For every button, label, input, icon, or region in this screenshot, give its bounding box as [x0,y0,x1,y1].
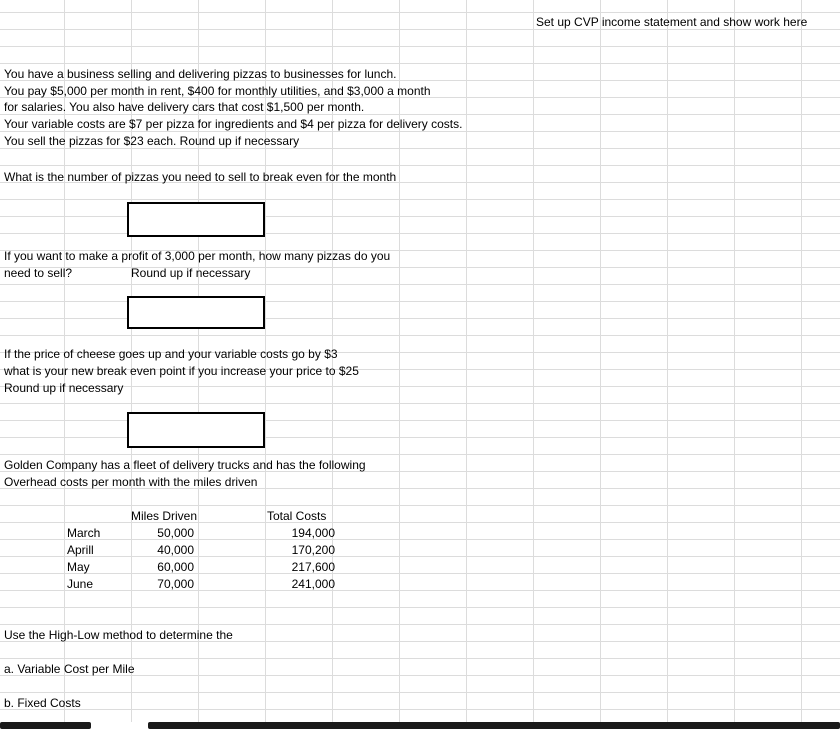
high-low-part-a: a. Variable Cost per Mile [4,662,135,676]
miles-value: 40,000 [157,543,194,557]
problem-line-4: Your variable costs are $7 per pizza for ingredients and $4 per pizza for delivery costs. [4,117,463,131]
golden-line-1: Golden Company has a fleet of delivery trucks and has the following [4,458,366,472]
problem-line-3: for salaries. You also have delivery cars that cost $1,500 per month. [4,100,365,114]
miles-value: 70,000 [157,577,194,591]
problem-line-2: You pay $5,000 per month in rent, $400 for monthly utilities, and $3,000 a month [4,84,431,98]
cost-value: 170,200 [291,543,335,557]
horizontal-scrollbar-thumb[interactable] [148,722,840,729]
month-label: May [67,560,90,574]
question-new-break-even-line-2: what is your new break even point if you increase your price to $25 [4,364,359,378]
round-up-note: Round up if necessary [131,266,251,280]
question-target-profit-line-2: need to sell? [4,266,73,280]
high-low-intro: Use the High-Low method to determine the [4,628,233,642]
answer-box-new-break-even[interactable] [127,412,265,448]
high-low-part-b: b. Fixed Costs [4,696,81,710]
cost-value: 241,000 [291,577,335,591]
question-target-profit-line-1: If you want to make a profit of 3,000 per month, how many pizzas do you [4,249,391,263]
problem-line-5: You sell the pizzas for $23 each. Round up if necessary [4,134,300,148]
month-label: Aprill [67,543,94,557]
month-label: June [67,577,94,591]
cvp-instruction-note: Set up CVP income statement and show work here [536,15,808,29]
question-break-even: What is the number of pizzas you need to sell to break even for the month [4,170,397,184]
cost-value: 194,000 [291,526,335,540]
question-new-break-even-line-3: Round up if necessary [4,381,124,395]
month-label: March [67,526,101,540]
question-new-break-even-line-1: If the price of cheese goes up and your variable costs go by $3 [4,347,338,361]
answer-box-target-profit[interactable] [127,296,265,329]
answer-box-break-even[interactable] [127,202,265,237]
header-miles-driven: Miles Driven [131,509,198,523]
problem-line-1: You have a business selling and delivering pizzas to businesses for lunch. [4,67,397,81]
miles-value: 50,000 [157,526,194,540]
miles-value: 60,000 [157,560,194,574]
header-total-costs: Total Costs [267,509,327,523]
sheet-tab-bar[interactable] [0,722,91,729]
cost-value: 217,600 [291,560,335,574]
golden-line-2: Overhead costs per month with the miles driven [4,475,258,489]
